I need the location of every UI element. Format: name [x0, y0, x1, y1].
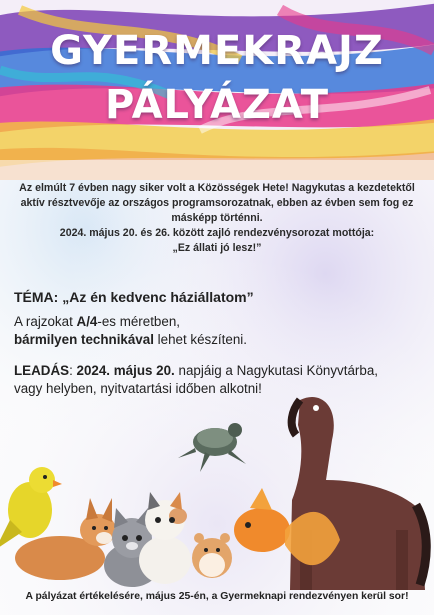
animals-illustration	[0, 380, 434, 590]
submission-line2: vagy helyben, nyitvatartási időben alkotni!	[14, 381, 262, 396]
submission-part1: napjáig a Nagykutasi Könyvtárba,	[174, 363, 378, 378]
footer-note: A pályázat értékelésére, május 25-én, a Gyermeknapi rendezvényen kerül sor!	[25, 591, 409, 602]
format-part2: -es méretben,	[97, 314, 180, 329]
intro-line: „Ez állati jó lesz!”	[172, 242, 262, 254]
theme-text: „Az én kedvenc háziállatom”	[58, 289, 254, 305]
intro-line: Az elmúlt 7 évben nagy siker volt a Közösségek Hete! Nagykutas a kezdetektől	[19, 182, 415, 194]
title-line-1: GYERMEKRAJZ	[50, 28, 384, 74]
intro-text	[12, 181, 422, 256]
submission-label: LEADÁS	[14, 363, 70, 378]
intro-line: aktív résztvevője az országos programsorozatnak, ebben az évben sem fog ez	[20, 197, 414, 209]
intro-line: 2024. május 20. és 26. között zajló rendezvénysorozat mottója:	[59, 227, 375, 239]
format-part3: lehet készíteni.	[153, 332, 247, 347]
submission-date: 2024. május 20.	[76, 363, 175, 378]
intro-line: másképp történni.	[171, 212, 263, 224]
theme-label: TÉMA:	[14, 289, 59, 305]
hamster-figure	[192, 533, 232, 578]
format-info	[14, 313, 424, 349]
theme-heading	[14, 288, 424, 306]
title-line-2: PÁLYÁZAT	[104, 82, 330, 128]
submission-colon: :	[69, 363, 77, 378]
turtle-figure	[178, 423, 246, 472]
format-part1: A rajzokat	[14, 314, 77, 329]
format-technique: bármilyen technikával	[14, 332, 154, 347]
format-size: A/4	[76, 314, 98, 329]
